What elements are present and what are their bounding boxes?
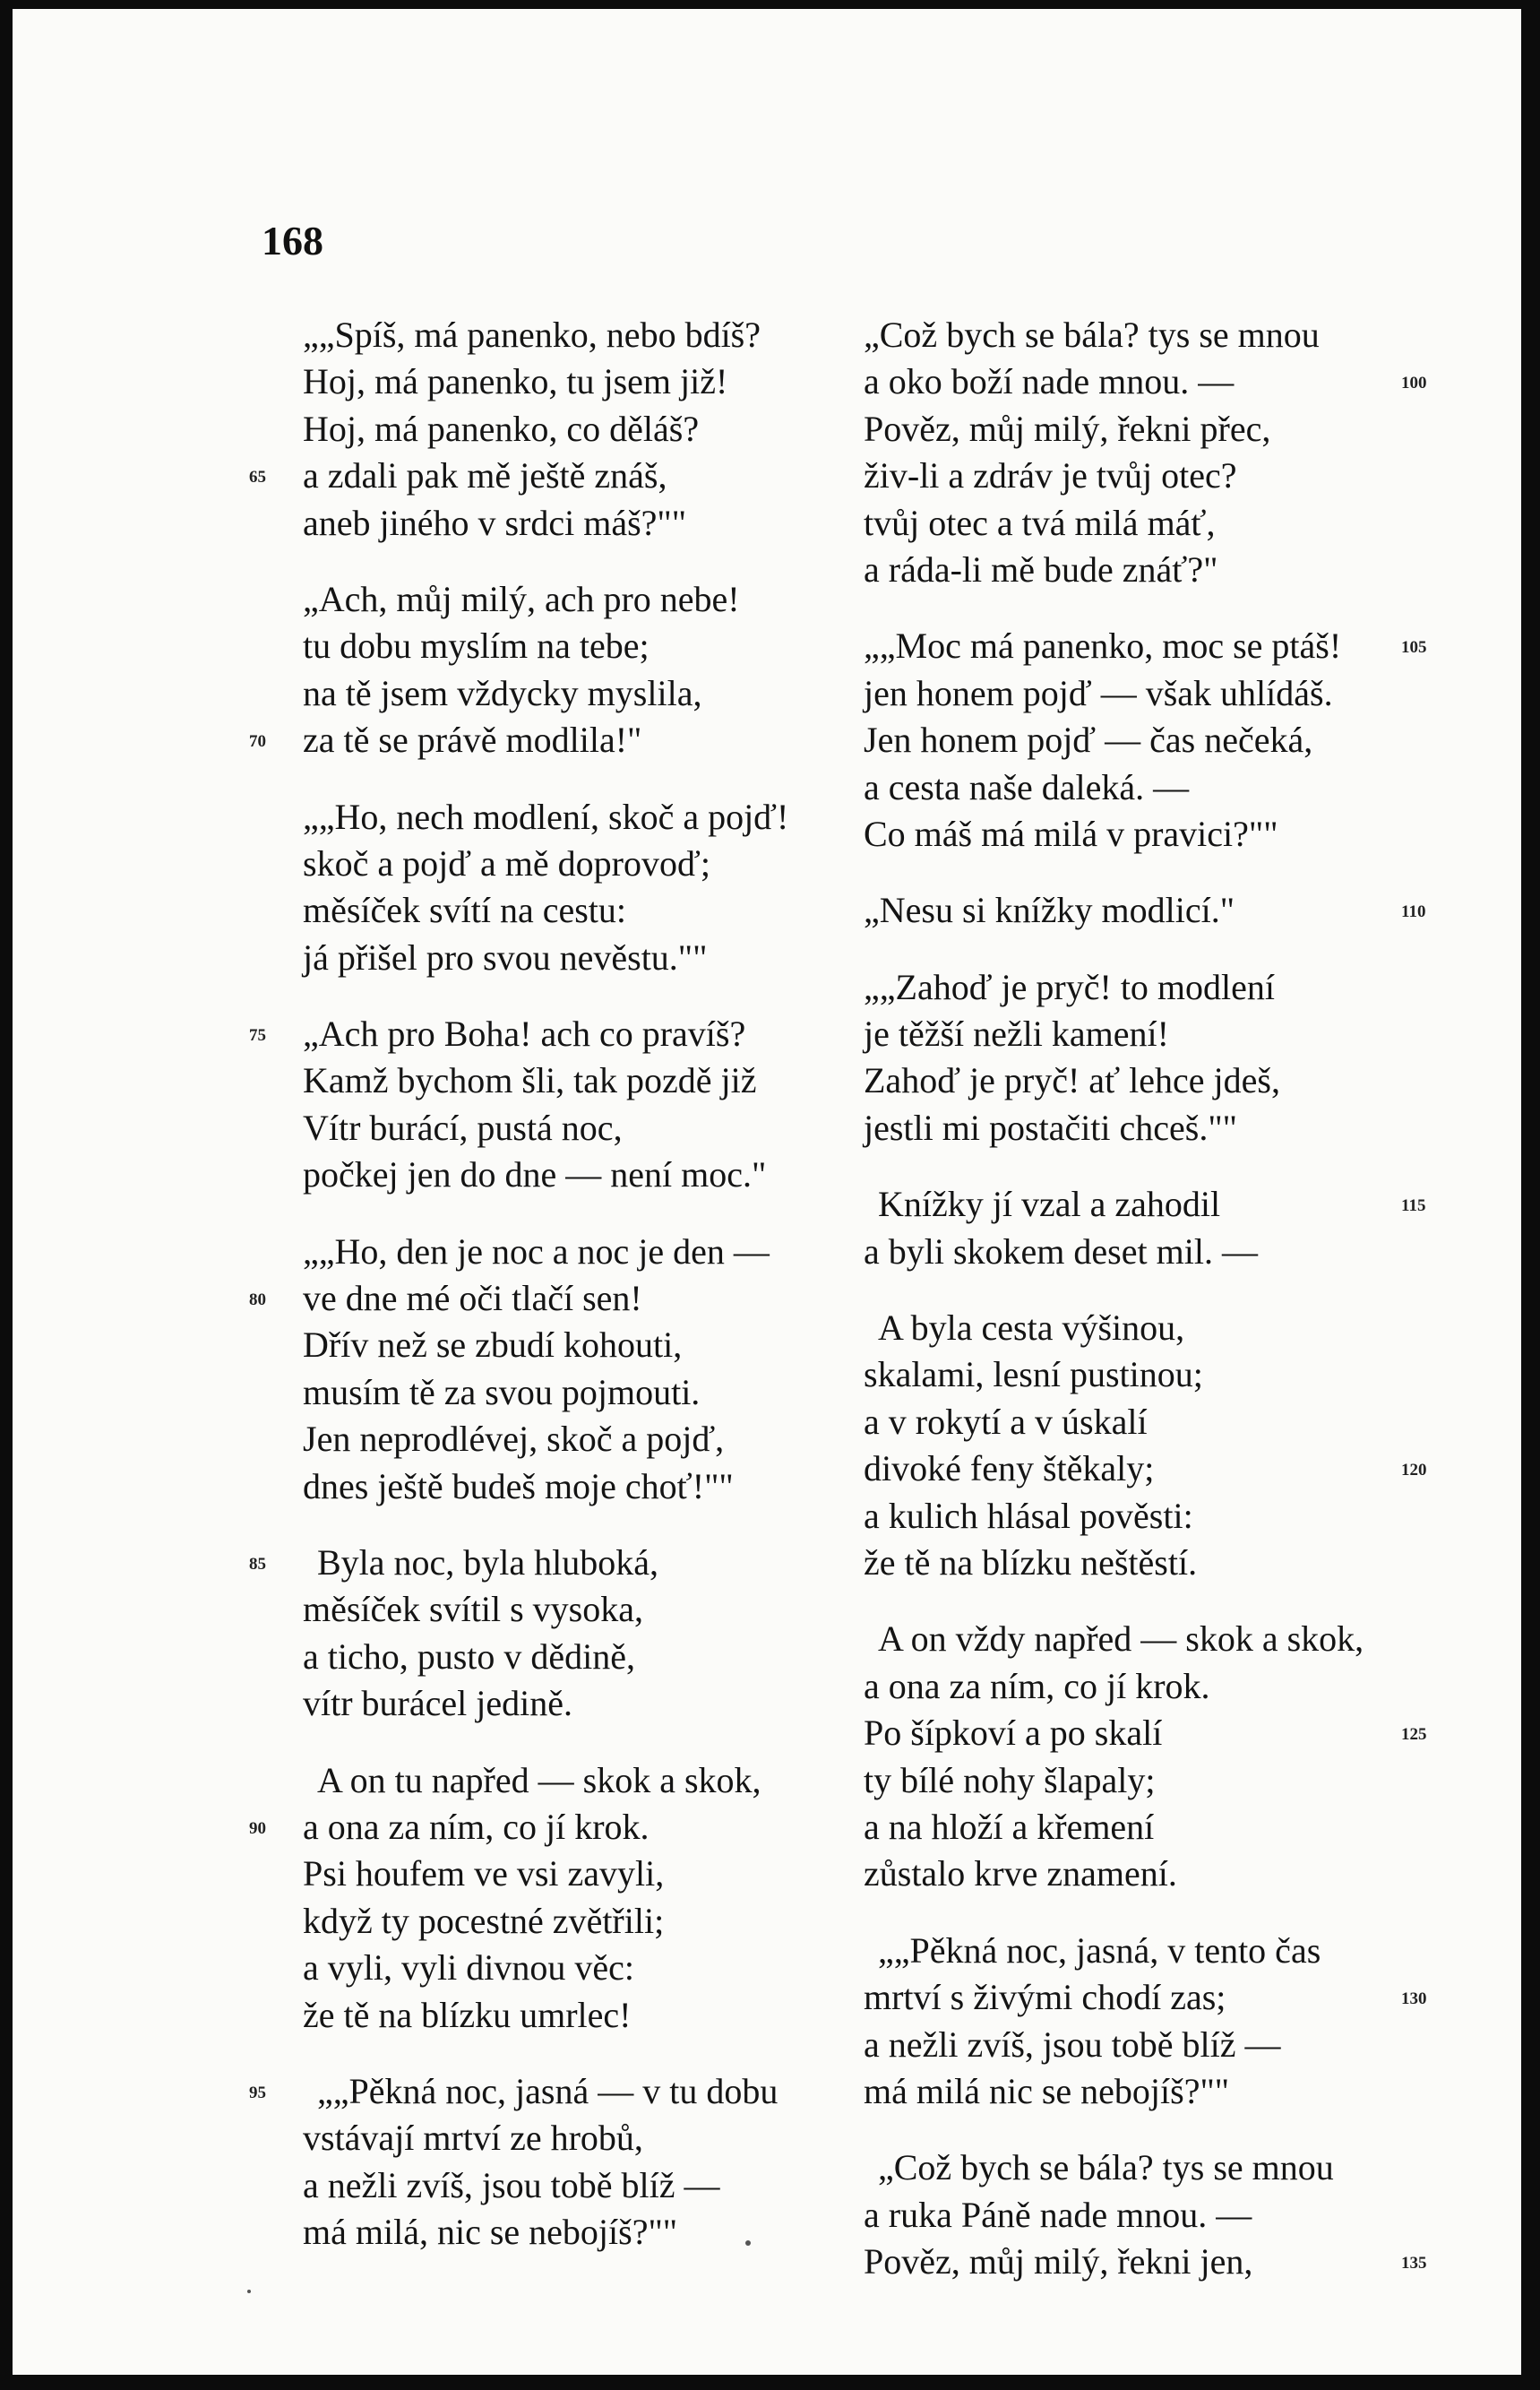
stanza — [249, 1757, 885, 2039]
verse-line — [864, 1399, 1446, 1445]
verse-text: a ruka Páně nade mnou. — — [864, 2194, 1252, 2235]
verse-text: „„Pěkná noc, jasná, v tento čas — [878, 1929, 1321, 1971]
verse-line — [864, 1757, 1446, 1804]
verse-text: Po šípkoví a po skalí — [864, 1713, 1163, 1754]
line-number: 65 — [249, 468, 266, 487]
verse-text: Pověz, můj milý, řekni přec, — [864, 408, 1271, 449]
verse-line — [303, 500, 885, 547]
verse-line — [303, 1945, 885, 1991]
verse-line — [303, 1586, 885, 1633]
verse-text: a ticho, pusto v dědině, — [303, 1635, 636, 1677]
verse-text: Dřív než se zbudí kohouti, — [303, 1324, 683, 1366]
stanza — [249, 312, 885, 547]
verse-text: „„Ho, den je noc a noc je den — — [303, 1230, 770, 1272]
verse-line — [303, 312, 885, 358]
verse-text: a v rokytí a v úskalí — [864, 1401, 1148, 1442]
verse-text: musím tě za svou pojmouti. — [303, 1371, 701, 1412]
verse-line — [864, 1974, 1446, 2021]
verse-text: já přišel pro svou nevěstu."" — [303, 936, 708, 978]
verse-line — [864, 1351, 1446, 1398]
verse-text: měsíček svítí na cestu: — [303, 890, 627, 931]
stanza — [249, 2068, 885, 2256]
line-number: 120 — [1401, 1461, 1427, 1480]
verse-text: a ona za ním, co jí krok. — [303, 1806, 650, 1847]
verse-text: dnes ještě budeš moje choť!"" — [303, 1465, 734, 1506]
verse-line — [303, 1057, 885, 1104]
verse-text: aneb jiného v srdci máš?"" — [303, 502, 687, 543]
print-speck — [247, 2290, 251, 2293]
verse-line — [249, 453, 885, 499]
verse-line — [864, 2239, 1446, 2285]
stanza — [864, 1305, 1446, 1586]
line-number: 105 — [1401, 638, 1427, 658]
verse-line — [303, 1229, 885, 1275]
verse-line — [864, 500, 1446, 547]
verse-line — [864, 2192, 1446, 2239]
verse-line — [303, 1416, 885, 1462]
verse-line — [303, 794, 885, 841]
line-number: 125 — [1401, 1725, 1427, 1745]
verse-text: „Což bych se bála? tys se mnou — [864, 315, 1320, 355]
verse-line — [864, 406, 1446, 453]
verse-text: „„Zahoď je pryč! to modlení — [864, 966, 1276, 1007]
verse-text: Jen neprodlévej, skoč a pojď, — [303, 1419, 725, 1460]
verse-line — [864, 1804, 1446, 1851]
verse-line — [303, 2162, 885, 2209]
verse-line — [864, 1445, 1446, 1492]
line-number: 95 — [249, 2083, 266, 2102]
stanza — [864, 312, 1446, 593]
verse-text: Zahoď je pryč! ať lehce jdeš, — [864, 1060, 1280, 1101]
verse-text: Jen honem pojď — čas nečeká, — [864, 720, 1313, 761]
stanza — [864, 1928, 1446, 2116]
left-column — [249, 312, 885, 2285]
verse-line — [864, 547, 1446, 593]
verse-text: Pověz, můj milý, řekni jen, — [864, 2241, 1253, 2282]
verse-line — [303, 1851, 885, 1897]
verse-text: počkej jen do dne — není moc." — [303, 1154, 767, 1195]
verse-line — [864, 2144, 1446, 2191]
verse-line — [303, 841, 885, 887]
stanza — [249, 576, 885, 764]
verse-text: „Nesu si knížky modlicí." — [864, 890, 1235, 931]
verse-line — [864, 1851, 1446, 1897]
verse-text: a ráda-li mě bude znáť?" — [864, 548, 1218, 590]
verse-text: a vyli, vyli divnou věc: — [303, 1947, 634, 1989]
verse-text: Knížky jí vzal a zahodil — [878, 1184, 1221, 1225]
verse-line — [864, 1011, 1446, 1057]
verse-text: vstávají mrtví ze hrobů, — [303, 2118, 643, 2159]
stanza — [303, 794, 885, 982]
line-number: 135 — [1401, 2254, 1427, 2274]
verse-line — [864, 811, 1446, 858]
stanza — [864, 887, 1446, 934]
verse-line — [864, 717, 1446, 764]
print-speck — [745, 2240, 751, 2246]
verse-line — [864, 1229, 1446, 1275]
line-number: 130 — [1401, 1989, 1427, 2009]
verse-text: zůstalo krve znamení. — [864, 1853, 1177, 1894]
verse-text: má milá, nic se nebojíš?"" — [303, 2212, 678, 2253]
verse-text: Hoj, má panenko, co děláš? — [303, 408, 700, 449]
stanza — [864, 1181, 1446, 1275]
page-number: 168 — [262, 218, 323, 263]
verse-text: že tě na blízku neštěstí. — [864, 1541, 1198, 1583]
verse-line — [864, 887, 1446, 934]
verse-line — [864, 312, 1446, 358]
stanza — [864, 2144, 1446, 2285]
line-number: 110 — [1401, 902, 1426, 922]
book-page — [13, 9, 1521, 2375]
verse-text: „„Moc má panenko, moc se ptáš! — [864, 626, 1342, 667]
verse-text: „„Ho, nech modlení, skoč a pojď! — [303, 796, 789, 837]
verse-line — [864, 2068, 1446, 2115]
verse-line — [303, 935, 885, 981]
line-number: 100 — [1401, 374, 1427, 393]
verse-line — [303, 1463, 885, 1510]
verse-line — [303, 1757, 885, 1804]
verse-line — [249, 1540, 885, 1586]
verse-text: Vítr burácí, pustá noc, — [303, 1107, 623, 1148]
verse-text: Psi houfem ve vsi zavyli, — [303, 1853, 665, 1894]
verse-line — [303, 1898, 885, 1945]
verse-text: a cesta naše daleká. — — [864, 766, 1190, 807]
stanza — [249, 1229, 885, 1510]
verse-text: když ty pocestné zvětřili; — [303, 1900, 665, 1941]
verse-text: Byla noc, byla hluboká, — [317, 1541, 659, 1583]
verse-text: Kamž bychom šli, tak pozdě již — [303, 1060, 757, 1101]
stanza — [864, 1616, 1446, 1897]
verse-text: ty bílé nohy šlapaly; — [864, 1759, 1156, 1800]
line-number: 80 — [249, 1290, 266, 1310]
verse-text: A byla cesta výšinou, — [878, 1307, 1185, 1349]
verse-text: divoké feny štěkaly; — [864, 1448, 1155, 1489]
stanza — [249, 1011, 885, 1199]
verse-text: vítr burácel jedině. — [303, 1683, 572, 1724]
verse-text: a kulich hlásal pověsti: — [864, 1495, 1193, 1536]
verse-line — [303, 1322, 885, 1368]
verse-line — [303, 358, 885, 405]
verse-line — [864, 1305, 1446, 1351]
line-number: 85 — [249, 1554, 266, 1574]
stanza — [864, 623, 1446, 858]
verse-line — [303, 1634, 885, 1680]
verse-line — [249, 2068, 885, 2115]
verse-text: „Ach pro Boha! ach co pravíš? — [303, 1014, 746, 1055]
verse-text: „Ach, můj milý, ach pro nebe! — [303, 578, 740, 619]
verse-text: a nežli zvíš, jsou tobě blíž — — [303, 2164, 720, 2205]
verse-text: skoč a pojď a mě doprovoď; — [303, 842, 710, 884]
verse-line — [249, 717, 885, 764]
verse-text: a zdali pak mě ještě znáš, — [303, 455, 667, 496]
verse-line — [303, 1105, 885, 1152]
verse-text: A on tu napřed — skok a skok, — [317, 1759, 761, 1800]
verse-text: živ-li a zdráv je tvůj otec? — [864, 455, 1237, 496]
verse-text: na tě jsem vždycky myslila, — [303, 672, 702, 713]
verse-line — [303, 2115, 885, 2161]
stanza — [249, 1540, 885, 1728]
verse-line — [864, 1057, 1446, 1104]
verse-text: jestli mi postačiti chceš."" — [864, 1107, 1238, 1148]
verse-text: a ona za ním, co jí krok. — [864, 1665, 1210, 1706]
verse-text: Hoj, má panenko, tu jsem již! — [303, 361, 728, 402]
verse-line — [864, 1710, 1446, 1756]
verse-line — [864, 1105, 1446, 1152]
verse-text: „„Pěkná noc, jasná — v tu dobu — [317, 2070, 779, 2111]
line-number: 90 — [249, 1818, 266, 1838]
verse-text: že tě na blízku umrlec! — [303, 1994, 632, 2035]
verse-text: a byli skokem deset mil. — — [864, 1230, 1258, 1272]
verse-line — [303, 2209, 885, 2256]
verse-line — [303, 670, 885, 717]
line-number: 75 — [249, 1026, 266, 1046]
verse-line — [303, 623, 885, 669]
verse-line — [864, 453, 1446, 499]
verse-text: má milá nic se nebojíš?"" — [864, 2070, 1230, 2111]
verse-line — [864, 670, 1446, 717]
verse-text: skalami, lesní pustinou; — [864, 1354, 1203, 1395]
verse-line — [303, 406, 885, 453]
verse-line — [249, 1804, 885, 1851]
verse-text: A on vždy napřed — skok a skok, — [878, 1618, 1364, 1660]
verse-line — [864, 2022, 1446, 2068]
verse-text: je těžší nežli kamení! — [864, 1014, 1169, 1055]
verse-line — [303, 887, 885, 934]
verse-text: tu dobu myslím na tebe; — [303, 626, 650, 667]
verse-text: „Což bych se bála? tys se mnou — [878, 2147, 1334, 2188]
verse-text: a na hloží a křemení — [864, 1806, 1155, 1847]
verse-line — [249, 1011, 885, 1057]
verse-text: za tě se právě modlila!" — [303, 720, 642, 761]
verse-text: mrtví s živými chodí zas; — [864, 1977, 1226, 2018]
verse-line — [864, 358, 1446, 405]
verse-line — [303, 1680, 885, 1727]
verse-text: a oko boží nade mnou. — — [864, 361, 1235, 402]
line-number: 115 — [1401, 1196, 1426, 1216]
verse-line — [864, 1663, 1446, 1710]
verse-line — [864, 764, 1446, 811]
verse-text: Co máš má milá v pravici?"" — [864, 813, 1278, 854]
verse-text: ve dne mé oči tlačí sen! — [303, 1278, 642, 1319]
verse-line — [303, 1152, 885, 1198]
stanza — [864, 964, 1446, 1152]
verse-line — [249, 1275, 885, 1322]
verse-text: „„Spíš, má panenko, nebo bdíš? — [303, 315, 761, 355]
verse-line — [303, 1369, 885, 1416]
verse-text: a nežli zvíš, jsou tobě blíž — — [864, 2023, 1281, 2065]
right-column — [864, 312, 1446, 2315]
verse-line — [303, 576, 885, 623]
verse-text: tvůj otec a tvá milá máť, — [864, 502, 1216, 543]
line-number: 70 — [249, 732, 266, 752]
verse-line — [864, 1181, 1446, 1228]
verse-line — [864, 1616, 1446, 1662]
verse-line — [864, 1493, 1446, 1540]
verse-line — [303, 1992, 885, 2039]
verse-line — [864, 1540, 1446, 1586]
verse-line — [864, 623, 1446, 669]
verse-text: jen honem pojď — však uhlídáš. — [864, 672, 1333, 713]
verse-line — [864, 1928, 1446, 1974]
verse-line — [864, 964, 1446, 1011]
verse-text: měsíček svítil s vysoka, — [303, 1589, 643, 1630]
